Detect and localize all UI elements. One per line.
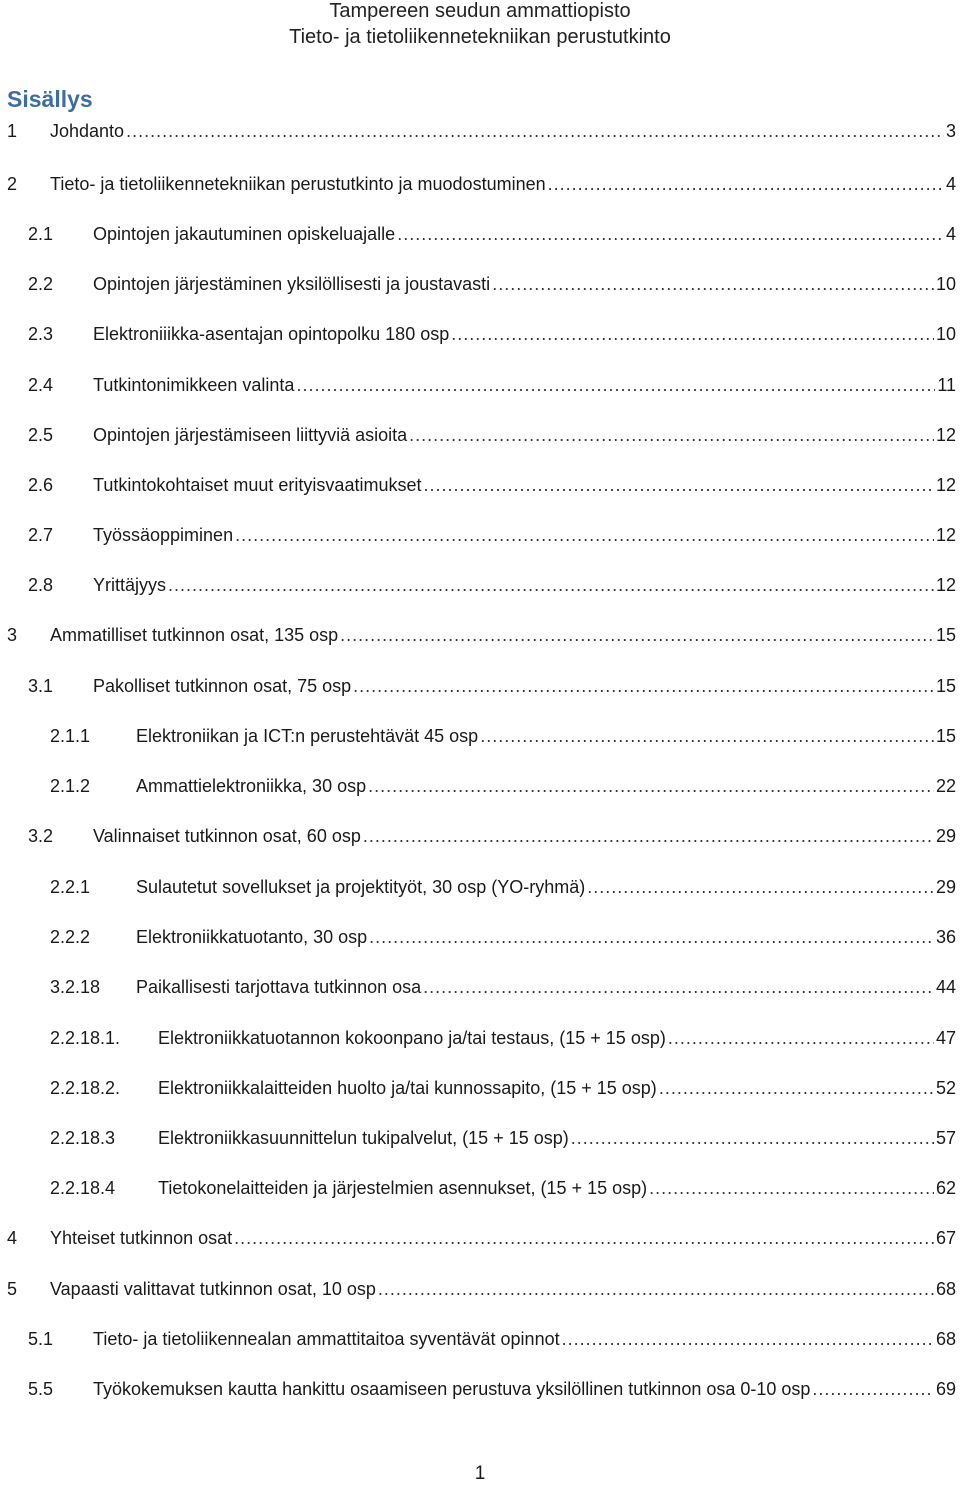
toc-dot-leader (668, 1024, 934, 1052)
toc-entry-title[interactable]: Tutkintonimikkeen valinta (93, 375, 295, 395)
toc-dot-leader (368, 772, 934, 800)
toc-entry-title[interactable]: Tietokonelaitteiden ja järjestelmien asennukset, (15 + 15 osp) (158, 1178, 648, 1198)
toc-dot-leader (423, 973, 934, 1001)
toc-dot-leader (126, 117, 944, 145)
toc-entry[interactable] (0, 1325, 960, 1353)
toc-entry[interactable] (0, 521, 960, 549)
toc-entry[interactable] (0, 1224, 960, 1252)
toc-entry-page: 10 (935, 274, 956, 294)
toc-entry-title[interactable]: Sulautetut sovellukset ja projektityöt, 30 osp (YO-ryhmä) (136, 877, 586, 897)
toc-entry-title[interactable]: Tieto- ja tietoliikennetekniikan perustutkinto ja muodostuminen (50, 174, 546, 194)
toc-entry[interactable] (0, 621, 960, 649)
toc-entry-number: 3.2.18 (50, 977, 101, 997)
toc-entry[interactable] (0, 270, 960, 298)
toc-entry[interactable] (0, 1275, 960, 1303)
header-degree: Tieto- ja tietoliikennetekniikan perustutkinto (289, 26, 671, 48)
toc-entry-title[interactable]: Elektroniikkatuotanto, 30 osp (136, 927, 368, 947)
toc-entry-page: 4 (945, 174, 956, 194)
toc-dot-leader (168, 571, 934, 599)
toc-entry[interactable] (0, 170, 960, 198)
toc-entry[interactable] (0, 722, 960, 750)
toc-entry-title[interactable]: Valinnaiset tutkinnon osat, 60 osp (93, 826, 361, 846)
toc-entry-title[interactable]: Elektroniikkatuotannon kokoonpano ja/tai testaus, (15 + 15 osp) (158, 1028, 666, 1048)
toc-dot-leader (812, 1375, 934, 1403)
toc-entry-title[interactable]: Yhteiset tutkinnon osat (50, 1228, 233, 1248)
toc-entry[interactable] (0, 1174, 960, 1202)
toc-entry-page: 11 (937, 375, 956, 395)
toc-entry-page: 12 (935, 425, 956, 445)
toc-entry-page: 12 (935, 525, 956, 545)
toc-entry-number: 2.7 (28, 525, 54, 545)
toc-entry-title[interactable]: Elektroniikkasuunnittelun tukipalvelut, (15 + 15 osp) (158, 1128, 569, 1148)
toc-entry-page: 29 (935, 877, 956, 897)
toc-entry[interactable] (0, 320, 960, 348)
toc-entry-page: 12 (935, 475, 956, 495)
page-header (0, 0, 960, 50)
toc-entry-number: 2.4 (28, 375, 54, 395)
toc-dot-leader (548, 170, 944, 198)
header-institution: Tampereen seudun ammattiopisto (329, 0, 631, 22)
toc-entry-page: 12 (935, 575, 956, 595)
toc-entry-page: 15 (935, 676, 956, 696)
toc-entry-page: 57 (935, 1128, 956, 1148)
toc-entry-page: 68 (935, 1329, 956, 1349)
toc-entry-title[interactable]: Johdanto (50, 121, 125, 141)
toc-entry-title[interactable]: Opintojen järjestäminen yksilöllisesti ja joustavasti (93, 274, 491, 294)
toc-entry-page: 44 (935, 977, 956, 997)
toc-entry-page: 69 (935, 1379, 956, 1399)
toc-entry-page: 3 (945, 121, 956, 141)
toc-entry-number: 3 (7, 625, 18, 645)
toc-dot-leader (409, 421, 934, 449)
toc-entry[interactable] (0, 117, 960, 145)
toc-entry-number: 2.1.1 (50, 726, 91, 746)
toc-entry-title[interactable]: Yrittäjyys (93, 575, 167, 595)
toc-entry-title[interactable]: Työssäoppiminen (93, 525, 234, 545)
toc-entry-title[interactable]: Pakolliset tutkinnon osat, 75 osp (93, 676, 352, 696)
toc-entry-number: 5.5 (28, 1379, 54, 1399)
toc-entry-number: 2.5 (28, 425, 54, 445)
toc-entry-title[interactable]: Elektroniikan ja ICT:n perustehtävät 45 osp (136, 726, 479, 746)
toc-entry-page: 47 (935, 1028, 956, 1048)
toc-entry[interactable] (0, 873, 960, 901)
page-number: 1 (474, 1463, 486, 1484)
toc-entry-page: 62 (935, 1178, 956, 1198)
toc-entry-page: 22 (935, 776, 956, 796)
toc-dot-leader (234, 1224, 934, 1252)
toc-dot-leader (353, 672, 934, 700)
toc-entry[interactable] (0, 220, 960, 248)
toc-entry[interactable] (0, 421, 960, 449)
toc-entry[interactable] (0, 772, 960, 800)
toc-dot-leader (423, 471, 934, 499)
toc-entry[interactable] (0, 1124, 960, 1152)
toc-dot-leader (296, 371, 935, 399)
toc-dot-leader (340, 621, 934, 649)
toc-entry-page: 10 (935, 324, 956, 344)
toc-entry-number: 5 (7, 1279, 18, 1299)
toc-dot-leader (378, 1275, 934, 1303)
toc-entry-number: 3.2 (28, 826, 54, 846)
toc-entry-number: 2.2.18.2. (50, 1078, 121, 1098)
toc-entry-number: 2.1 (28, 224, 54, 244)
toc-dot-leader (369, 923, 934, 951)
toc-dot-leader (659, 1074, 934, 1102)
toc-entry-number: 2.2.2 (50, 927, 91, 947)
toc-entry[interactable] (0, 1375, 960, 1403)
toc-entry[interactable] (0, 973, 960, 1001)
toc-entry[interactable] (0, 923, 960, 951)
toc-entry-page: 15 (935, 726, 956, 746)
toc-entry-number: 2.2.18.4 (50, 1178, 116, 1198)
toc-entry-number: 2.3 (28, 324, 54, 344)
toc-dot-leader (492, 270, 934, 298)
toc-entry-number: 4 (7, 1228, 18, 1248)
toc-entry[interactable] (0, 571, 960, 599)
toc-entry-page: 15 (935, 625, 956, 645)
toc-entry[interactable] (0, 471, 960, 499)
toc-dot-leader (397, 220, 944, 248)
toc-entry-page: 68 (935, 1279, 956, 1299)
toc-entry-number: 2.1.2 (50, 776, 91, 796)
toc-dot-leader (562, 1325, 934, 1353)
toc-entry-title[interactable]: Ammatilliset tutkinnon osat, 135 osp (50, 625, 339, 645)
toc-entry-title[interactable]: Elektroniiikka-asentajan opintopolku 180 osp (93, 324, 450, 344)
toc-entry-title[interactable]: Opintojen järjestämiseen liittyviä asioita (93, 425, 408, 445)
toc-dot-leader (451, 320, 934, 348)
toc-dot-leader (363, 822, 934, 850)
toc-entry[interactable] (0, 371, 960, 399)
toc-entry-number: 2 (7, 174, 18, 194)
toc-heading: Sisällys (7, 86, 93, 112)
toc-entry-title[interactable]: Paikallisesti tarjottava tutkinnon osa (136, 977, 422, 997)
toc-entry-title[interactable]: Elektroniikkalaitteiden huolto ja/tai kunnossapito, (15 + 15 osp) (158, 1078, 657, 1098)
toc-entry-title[interactable]: Opintojen jakautuminen opiskeluajalle (93, 224, 396, 244)
toc-entry-number: 1 (7, 121, 18, 141)
toc-dot-leader (649, 1174, 934, 1202)
toc-entry-number: 3.1 (28, 676, 54, 696)
toc-entry-number: 2.2.18.1. (50, 1028, 121, 1048)
toc-entry-title[interactable]: Tutkintokohtaiset muut erityisvaatimukset (93, 475, 422, 495)
toc-entry[interactable] (0, 1024, 960, 1052)
toc-entry[interactable] (0, 822, 960, 850)
toc-entry-page: 4 (945, 224, 956, 244)
toc-dot-leader (480, 722, 934, 750)
toc-entry-page: 52 (935, 1078, 956, 1098)
toc-entry[interactable] (0, 672, 960, 700)
toc-entry[interactable] (0, 1074, 960, 1102)
toc-entry-page: 29 (935, 826, 956, 846)
toc-dot-leader (235, 521, 934, 549)
toc-dot-leader (587, 873, 934, 901)
toc-entry-page: 67 (935, 1228, 956, 1248)
toc-entry-title[interactable]: Ammattielektroniikka, 30 osp (136, 776, 367, 796)
toc-entry-number: 2.8 (28, 575, 54, 595)
toc-entry-title[interactable]: Tieto- ja tietoliikennealan ammattitaitoa syventävät opinnot (93, 1329, 560, 1349)
toc-entry-page: 36 (935, 927, 956, 947)
toc-dot-leader (571, 1124, 934, 1152)
toc-entry-number: 5.1 (28, 1329, 54, 1349)
toc-entry-number: 2.2 (28, 274, 54, 294)
toc-entry-number: 2.6 (28, 475, 54, 495)
toc-entry-number: 2.2.18.3 (50, 1128, 116, 1148)
toc-entry-title[interactable]: Vapaasti valittavat tutkinnon osat, 10 osp (50, 1279, 376, 1299)
toc-entry-number: 2.2.1 (50, 877, 91, 897)
toc-entry-title[interactable]: Työkokemuksen kautta hankittu osaamiseen perustuva yksilöllinen tutkinnon osa 0-10 osp (93, 1379, 811, 1399)
